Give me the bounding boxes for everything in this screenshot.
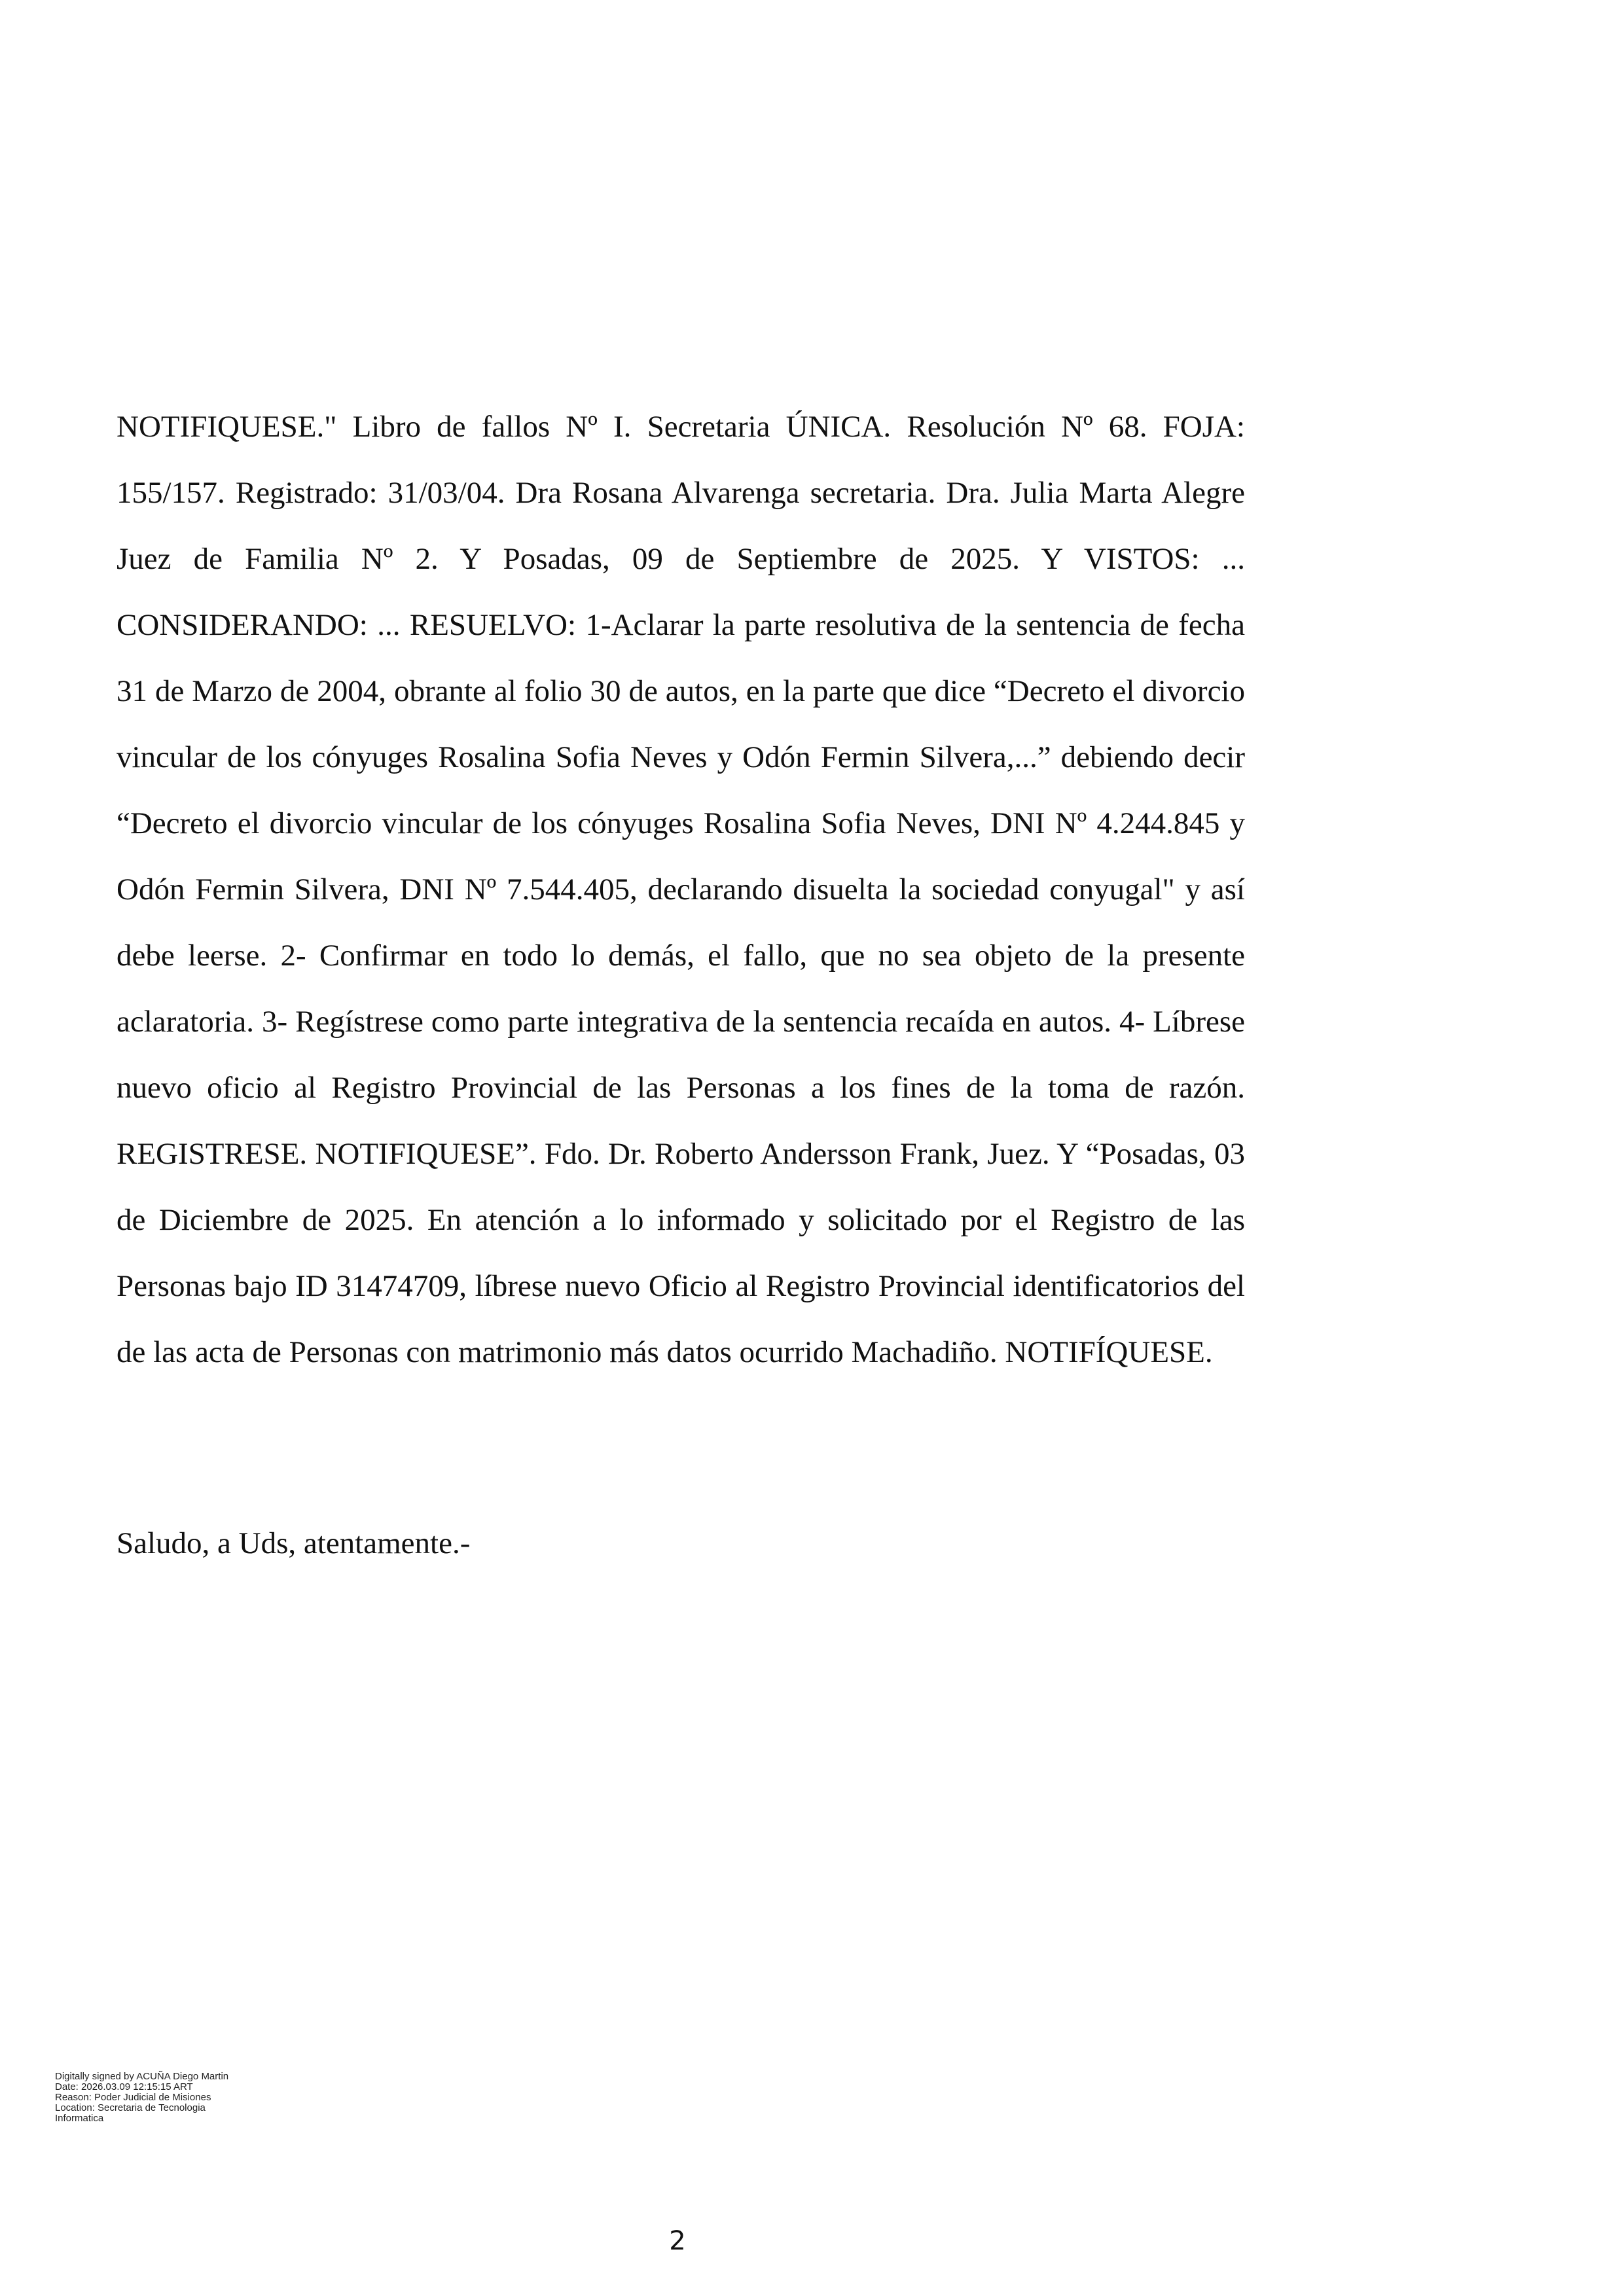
signature-date: Date: 2026.03.09 12:15:15 ART xyxy=(55,2081,193,2092)
signature-location-continued: Informatica xyxy=(55,2113,104,2124)
signature-signed-by: Digitally signed by ACUÑA Diego Martin xyxy=(55,2071,229,2082)
closing-line: Saludo, a Uds, atentamente.- xyxy=(117,1526,471,1560)
signature-reason: Reason: Poder Judicial de Misiones xyxy=(55,2092,211,2103)
signature-location: Location: Secretaria de Tecnologia xyxy=(55,2102,206,2113)
body-paragraph: NOTIFIQUESE." Libro de fallos Nº I. Secretaria ÚNICA. Resolución Nº 68. FOJA: 155/157. Registrado: 31/03/04. Dra Rosana Alvarenga secretaria. Dra. Julia Marta Alegre Juez de Familia Nº 2. Y Posadas, 09 de Septiembre de 2025. Y VISTOS: ... CONSIDERANDO: ... RESUELVO: 1-Aclarar la parte resolutiva de la sentencia de fecha 31 de Marzo de 2004, obrante al folio 30 de autos, en la parte que dice “Decreto el divorcio vincular de los cónyuges Rosalina Sofia Neves y Odón Fermin Silvera,...” debiendo decir “Decreto el divorcio vincular de los cónyuges Rosalina Sofia Neves, DNI Nº 4.244.845 y Odón Fermin Silvera, DNI Nº 7.544.405, declarando disuelta la sociedad conyugal" y así debe leerse. 2- Confirmar en todo lo demás, el fallo, que no sea objeto de la presente aclaratoria. 3- Regístrese como parte integrativa de la sentencia recaída en autos. 4- Líbrese nuevo oficio al Registro Provincial de las Personas a los fines de la toma de razón. REGISTRESE. NOTIFIQUESE”. Fdo. Dr. Roberto Andersson Frank, Juez. Y “Posadas, 03 de Diciembre de 2025. En atención a lo informado y solicitado por el Registro de las Personas bajo ID 31474709, líbrese nuevo Oficio al Registro Provincial identificatorios del de las acta de Personas con matrimonio más datos ocurrido Machadiño. NOTIFÍQUESE. xyxy=(117,410,1245,1369)
digital-signature-block xyxy=(55,2072,228,2124)
page-number: 2 xyxy=(669,2226,686,2256)
